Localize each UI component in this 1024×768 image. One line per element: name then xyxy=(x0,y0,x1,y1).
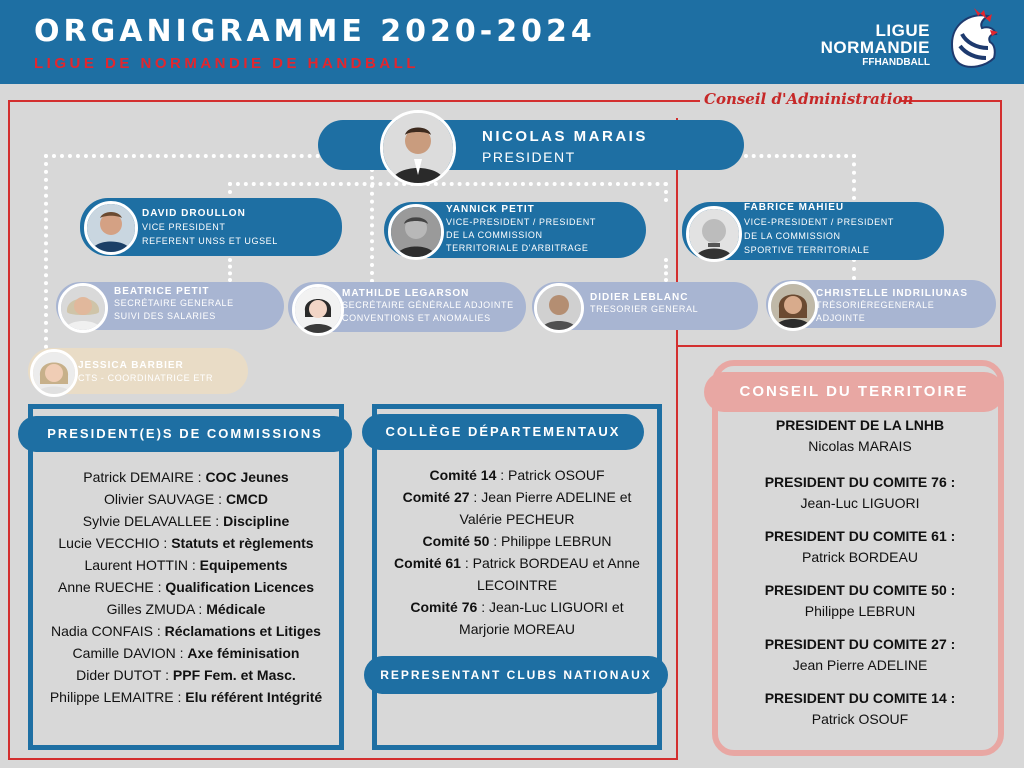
president-role: PRESIDENT xyxy=(482,149,576,165)
commission-name: PPF Fem. et Masc. xyxy=(172,667,296,683)
territoire-entry-value: Nicolas MARAIS xyxy=(808,438,912,454)
college-text: : Jean Pierre ADELINE et xyxy=(469,489,632,505)
connector xyxy=(852,258,856,280)
conseil-frame-bottom xyxy=(8,758,678,760)
territoire-entry xyxy=(730,416,990,457)
territoire-entry-value: Patrick OSOUF xyxy=(811,711,909,727)
rooster-icon xyxy=(936,4,1008,76)
representant-header: REPRESENTANT CLUBS NATIONAUX xyxy=(364,656,668,694)
college-comite: Comité 50 xyxy=(422,533,490,549)
college-text: : Patrick OSOUF xyxy=(496,467,605,483)
commissions-header: PRESIDENT(E)S DE COMMISSIONS xyxy=(18,416,352,452)
commission-row xyxy=(28,510,344,532)
president-avatar xyxy=(380,110,456,186)
connector xyxy=(228,258,232,282)
commission-person: Nadia CONFAIS : xyxy=(51,623,165,639)
commission-name: CMCD xyxy=(225,491,268,507)
president-name: NICOLAS MARAIS xyxy=(482,128,648,145)
college-text: : Philippe LEBRUN xyxy=(489,533,612,549)
commission-name: Equipements xyxy=(199,557,288,573)
college-row xyxy=(372,574,662,596)
member-role: SECRÉTAIRE GENERALE SUIVI DES SALARIES xyxy=(114,298,234,321)
member-role: VICE PRESIDENT REFERENT UNSS ET UGSEL xyxy=(142,222,278,246)
territoire-entry-title: PRESIDENT DU COMITE 76 : xyxy=(764,474,956,490)
member-name: JESSICA BARBIER xyxy=(78,360,184,371)
college-row xyxy=(372,596,662,618)
territoire-entry-value: Jean Pierre ADELINE xyxy=(792,657,928,673)
college-row xyxy=(372,464,662,486)
petit-yannick-avatar xyxy=(388,204,444,260)
commission-name: Médicale xyxy=(206,601,266,617)
member-name: DAVID DROULLON xyxy=(142,208,246,219)
commission-person: Gilles ZMUDA : xyxy=(106,601,207,617)
connector xyxy=(44,154,48,349)
member-role: TRESORIER GENERAL xyxy=(590,304,699,314)
connector xyxy=(228,182,668,186)
college-comite: Comité 76 xyxy=(410,599,478,615)
legarson-avatar xyxy=(292,284,344,336)
commission-row xyxy=(28,686,344,708)
connector xyxy=(664,182,668,202)
member-role: CTS - COORDINATRICE ETR xyxy=(78,373,214,383)
connector xyxy=(852,154,856,200)
mahieu-avatar xyxy=(686,206,742,262)
commission-person: Sylvie DELAVALLEE : xyxy=(82,513,224,529)
college-text: : Patrick BORDEAU et Anne xyxy=(460,555,640,571)
territoire-entry xyxy=(730,689,990,730)
college-comite: Comité 14 xyxy=(429,467,497,483)
conseil-frame-left xyxy=(8,100,10,760)
commission-name: Statuts et règlements xyxy=(171,535,314,551)
connector xyxy=(370,168,374,283)
commissions-list xyxy=(28,466,344,708)
territoire-list xyxy=(730,416,990,743)
member-name: DIDIER LEBLANC xyxy=(590,292,689,303)
ligue-normandie-logo xyxy=(818,4,1018,76)
logo-line-ligue: LIGUE xyxy=(875,21,930,40)
logo-line-ffhandball: FFHANDBALL xyxy=(862,57,930,68)
member-name: FABRICE MAHIEU xyxy=(744,202,845,213)
petit-beatrice-avatar xyxy=(58,283,108,333)
territoire-entry-title: PRESIDENT DE LA LNHB xyxy=(775,417,945,433)
member-role: SECRÉTAIRE GÉNÉRALE ADJOINTE CONVENTIONS ET ANOMALIES xyxy=(342,300,514,323)
member-role: VICE-PRESIDENT / PRESIDENT DE LA COMMISSION TERRITORIALE D'ARBITRAGE xyxy=(446,217,596,253)
leblanc-avatar xyxy=(534,283,584,333)
commission-person: Anne RUECHE : xyxy=(58,579,166,595)
indriliunas-avatar xyxy=(768,281,818,331)
member-name: YANNICK PETIT xyxy=(446,204,535,215)
member-role: TRÉSORIÈREGENERALE ADJOINTE xyxy=(816,300,935,323)
header-banner xyxy=(0,0,1024,84)
member-name: CHRISTELLE INDRILIUNAS xyxy=(816,288,968,299)
territoire-entry xyxy=(730,473,990,514)
commission-row xyxy=(28,664,344,686)
college-text: : Jean-Luc LIGUORI et xyxy=(477,599,624,615)
commission-row xyxy=(28,598,344,620)
conseil-frame-right xyxy=(1000,100,1002,345)
commission-row xyxy=(28,532,344,554)
territoire-entry-title: PRESIDENT DU COMITE 14 : xyxy=(764,690,956,706)
commission-name: COC Jeunes xyxy=(205,469,289,485)
territoire-entry-value: Jean-Luc LIGUORI xyxy=(800,495,920,511)
barbier-avatar xyxy=(30,349,78,397)
college-row xyxy=(372,618,662,640)
territoire-entry xyxy=(730,581,990,622)
connector xyxy=(44,154,320,158)
connector xyxy=(664,258,668,282)
territoire-entry xyxy=(730,527,990,568)
commission-name: Axe féminisation xyxy=(187,645,300,661)
page-subtitle: LIGUE DE NORMANDIE DE HANDBALL xyxy=(34,55,419,72)
member-name: BEATRICE PETIT xyxy=(114,286,210,297)
commission-name: Réclamations et Litiges xyxy=(164,623,321,639)
commission-name: Discipline xyxy=(223,513,290,529)
territoire-entry-value: Patrick BORDEAU xyxy=(802,549,918,565)
college-text: LECOINTRE xyxy=(476,577,558,593)
connector xyxy=(744,154,856,158)
commission-person: Laurent HOTTIN : xyxy=(84,557,200,573)
member-role: VICE-PRESIDENT / PRESIDENT DE LA COMMISSION SPORTIVE TERRITORIALE xyxy=(744,217,894,255)
territoire-entry-title: PRESIDENT DU COMITE 50 : xyxy=(764,582,956,598)
commission-person: Lucie VECCHIO : xyxy=(58,535,172,551)
commission-row xyxy=(28,466,344,488)
territoire-entry xyxy=(730,635,990,676)
commission-row xyxy=(28,554,344,576)
commission-row xyxy=(28,488,344,510)
commission-name: Qualification Licences xyxy=(165,579,314,595)
college-list xyxy=(372,464,662,640)
college-row xyxy=(372,552,662,574)
territoire-header: CONSEIL DU TERRITOIRE xyxy=(704,372,1004,412)
commission-row xyxy=(28,642,344,664)
college-row xyxy=(372,508,662,530)
member-name: MATHILDE LEGARSON xyxy=(342,288,470,299)
droullon-avatar xyxy=(84,201,138,255)
territoire-entry-title: PRESIDENT DU COMITE 61 : xyxy=(764,528,956,544)
logo-line-normandie: NORMANDIE xyxy=(820,38,930,57)
commission-person: Dider DUTOT : xyxy=(76,667,173,683)
commission-row xyxy=(28,576,344,598)
conseil-frame-mid xyxy=(676,345,1002,347)
territoire-entry-value: Philippe LEBRUN xyxy=(804,603,916,619)
commission-person: Olivier SAUVAGE : xyxy=(104,491,226,507)
college-row xyxy=(372,486,662,508)
conseil-administration-label: Conseil d'Administration xyxy=(704,90,914,108)
college-comite: Comité 61 xyxy=(394,555,461,571)
commission-name: Elu référent Intégrité xyxy=(185,689,323,705)
commission-person: Patrick DEMAIRE : xyxy=(83,469,206,485)
college-comite: Comité 27 xyxy=(402,489,470,505)
college-text: Valérie PECHEUR xyxy=(459,511,575,527)
commission-row xyxy=(28,620,344,642)
commission-person: Camille DAVION : xyxy=(72,645,188,661)
page-title: ORGANIGRAMME 2020-2024 xyxy=(34,14,596,49)
territoire-entry-title: PRESIDENT DU COMITE 27 : xyxy=(764,636,956,652)
commission-person: Philippe LEMAITRE : xyxy=(49,689,186,705)
college-row xyxy=(372,530,662,552)
conseil-frame-top xyxy=(8,100,700,102)
college-text: Marjorie MOREAU xyxy=(459,621,575,637)
conseil-frame-inner xyxy=(676,118,678,758)
conseil-frame-top-right xyxy=(900,100,1000,102)
college-header: COLLÈGE DÉPARTEMENTAUX xyxy=(362,414,644,450)
